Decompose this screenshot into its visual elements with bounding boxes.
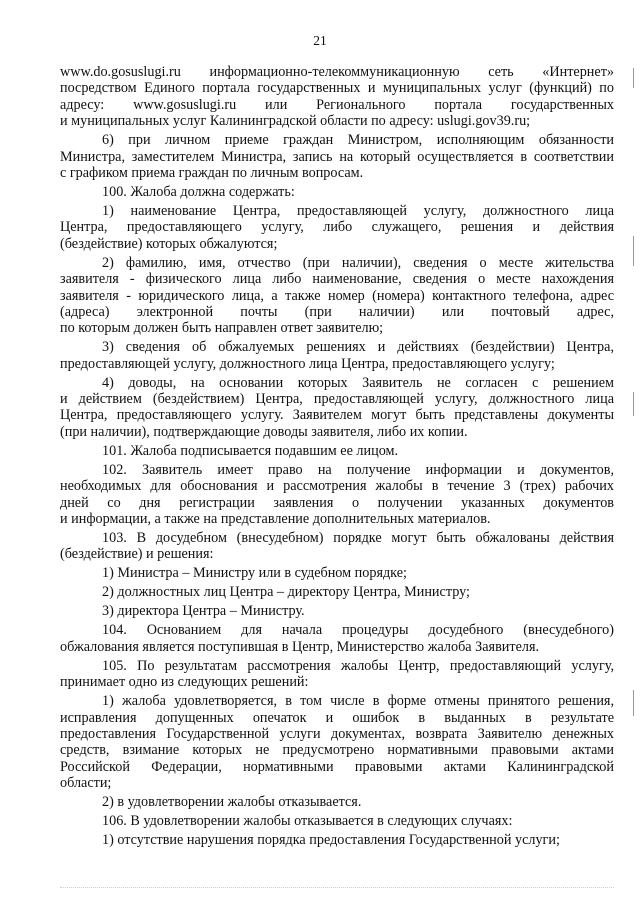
text-line: 4) доводы, на основании которых Заявитель не согласен с решением [102, 374, 614, 391]
text-line: заявителя - юридического лица, а также номер (номера) контактного телефона, адрес [60, 287, 614, 304]
text-line: 3) сведения об обжалуемых решениях и действиях (бездействии) Центра, [102, 339, 614, 356]
text-line: 104. Основанием для начала процедуры досудебного (внесудебного) [102, 622, 614, 639]
text-line: необходимых для обоснования и рассмотрения жалобы в течение 3 (трех) рабочих [60, 478, 614, 495]
text-line: 101. Жалоба подписывается подавшим ее лицом. [102, 442, 399, 459]
text-line: 1) наименование Центра, предоставляющей услугу, должностного лица [102, 202, 614, 219]
text-line: обжалования является поступившая в Центр, Министерство жалоба Заявителя. [60, 638, 540, 655]
text-line: 6) при личном приеме граждан Министром, исполняющим обязанности [102, 132, 614, 149]
text-line: и муниципальных услуг Калининградской области по адресу: uslugi.gov39.ru; [60, 113, 531, 130]
text-line: адресу: www.gosuslugi.ru или Регионального портала государственных [60, 96, 614, 113]
scan-edge-mark [633, 236, 634, 266]
text-line: и действием (бездействием) Центра, предоставляющей услугу, должностного лица [60, 391, 614, 408]
text-line: www.do.gosuslugi.ru информационно-телекоммуникационную сеть «Интернет» [60, 64, 614, 80]
text-line: 105. По результатам рассмотрения жалобы Центр, предоставляющий услугу, [102, 657, 614, 674]
text-line: (адреса) электронной почты (при наличии) или почтовый адрес, [60, 303, 614, 320]
text-line: 103. В досудебном (внесудебном) порядке могут быть обжалованы действия [102, 530, 614, 547]
text-line: и информации, а также на представление дополнительных материалов. [60, 511, 491, 528]
text-line: (бездействие) которых обжалуются; [60, 235, 278, 252]
text-line: посредством Единого портала государственных и муниципальных услуг (функций) по [60, 80, 614, 97]
text-line: по которым должен быть направлен ответ заявителю; [60, 320, 384, 337]
text-line: 106. В удовлетворении жалобы отказывается в следующих случаях: [102, 813, 513, 830]
text-line: исправления допущенных опечаток и ошибок в выданных в результате [60, 709, 614, 726]
text-line: 2) должностных лиц Центра – директору Центра, Министру; [102, 584, 470, 601]
text-line: 1) отсутствие нарушения порядка предоставления Государственной услуги; [102, 832, 560, 849]
text-line: дней со дня регистрации заявления о получении указанных документов [60, 494, 614, 511]
text-line: (бездействие) и решения: [60, 546, 214, 563]
text-line: Министра, заместителем Министра, запись на который осуществляется в соответствии [60, 148, 614, 165]
scan-edge-mark [633, 690, 634, 716]
scan-edge-mark [633, 68, 634, 88]
text-line: 3) директора Центра – Министру. [102, 603, 305, 620]
scan-edge-mark [633, 392, 634, 416]
text-line: (при наличии), подтверждающие доводы заявителя, либо их копии. [60, 423, 468, 440]
text-line: области; [60, 775, 112, 792]
text-line: средств, взимание которых не предусмотрено нормативными правовыми актами [60, 742, 614, 759]
text-line: заявителя - физического лица либо наименование, сведения о месте нахождения [60, 271, 614, 288]
text-line: 1) Министра – Министру или в судебном порядке; [102, 565, 407, 582]
text-line: Центра, предоставляющего услугу, либо служащего, решения и действия [60, 219, 614, 236]
text-line: 2) в удовлетворении жалобы отказывается. [102, 794, 362, 811]
scan-footer-noise [60, 887, 614, 889]
text-line: Центра, предоставляющего услугу. Заявителем могут быть представлены документы [60, 407, 614, 424]
text-line: предоставления Государственной услуги документах, возврата Заявителю денежных [60, 725, 614, 742]
text-line: 102. Заявитель имеет право на получение информации и документов, [102, 461, 614, 478]
document-body [60, 64, 614, 849]
text-line: принимает одно из следующих решений: [60, 674, 309, 691]
text-line: предоставляющей услугу, должностного лица Центра, предоставляющего услугу; [60, 355, 555, 372]
text-line: 100. Жалоба должна содержать: [102, 183, 295, 200]
page-number: 21 [313, 33, 327, 48]
text-line: 2) фамилию, имя, отчество (при наличии), сведения о месте жительства [102, 254, 614, 271]
text-line: с графиком приема граждан по личным вопросам. [60, 164, 364, 181]
text-line: 1) жалоба удовлетворяется, в том числе в форме отмены принятого решения, [102, 693, 614, 710]
text-line: Российской Федерации, нормативными правовыми актами Калининградской [60, 758, 614, 775]
